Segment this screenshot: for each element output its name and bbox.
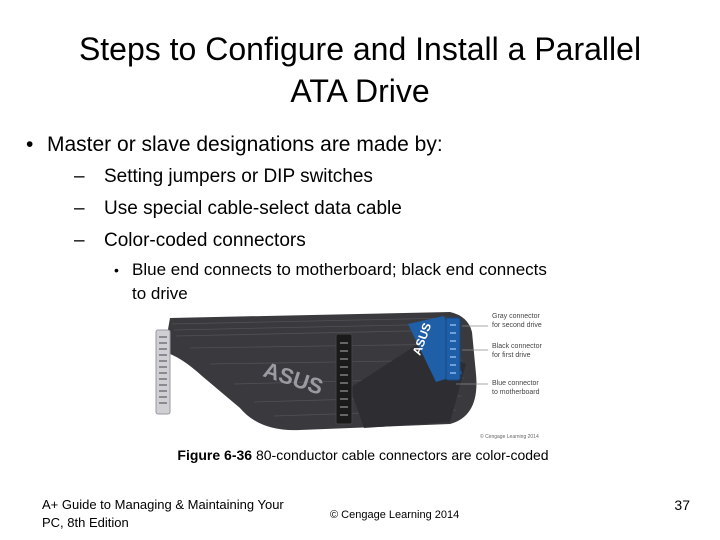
sub-bullet-text: Use special cable-select data cable <box>104 198 402 219</box>
slide-title-line-1: Steps to Configure and Install a Parallel <box>78 31 642 67</box>
figure-caption-label: Figure 6-36 <box>177 447 253 463</box>
third-level-bullet <box>114 258 694 306</box>
bullet-marker: • <box>26 133 34 156</box>
svg-text:Blue connector: Blue connector <box>492 380 539 387</box>
black-connector <box>336 334 352 424</box>
dash-marker: – <box>74 230 85 251</box>
page-number: 37 <box>674 497 690 513</box>
svg-text:for first drive: for first drive <box>492 352 531 359</box>
slide-title <box>20 28 700 112</box>
ribbon-cable-photo <box>150 304 572 444</box>
footer-book-title-line-2: PC, 8th Edition <box>42 515 129 530</box>
slide-title-line-2: ATA Drive <box>290 73 430 109</box>
third-bullet-line-2: to drive <box>132 284 188 303</box>
logo-text-ribbon: ASUS <box>260 356 327 400</box>
figure-caption <box>150 446 576 464</box>
sub-bullet-text: Setting jumpers or DIP switches <box>104 166 373 187</box>
bullet-marker: • <box>114 262 119 278</box>
svg-text:Gray connector: Gray connector <box>492 313 540 320</box>
figure-caption-text: 80-conductor cable connectors are color-coded <box>252 447 549 463</box>
svg-text:Black connector: Black connector <box>492 343 542 350</box>
third-bullet-line-1: Blue end connects to motherboard; black end connects <box>132 260 547 279</box>
footer-book-title <box>42 496 284 532</box>
footer-copyright: © Cengage Learning 2014 <box>330 509 460 521</box>
logo-text-blue-tag: ASUS <box>409 320 435 358</box>
footer-book-title-line-1: A+ Guide to Managing & Maintaining Your <box>42 497 284 512</box>
figure-credit: © Cengage Learning 2014 <box>480 434 539 440</box>
sub-bullet-text: Color-coded connectors <box>104 230 306 251</box>
dash-marker: – <box>74 198 85 219</box>
dash-marker: – <box>74 166 85 187</box>
svg-text:for second drive: for second drive <box>492 322 542 329</box>
cable-figure <box>150 304 572 444</box>
svg-text:to motherboard: to motherboard <box>492 389 540 396</box>
gray-connector <box>156 330 170 414</box>
main-bullet-text: Master or slave designations are made by: <box>47 133 443 156</box>
